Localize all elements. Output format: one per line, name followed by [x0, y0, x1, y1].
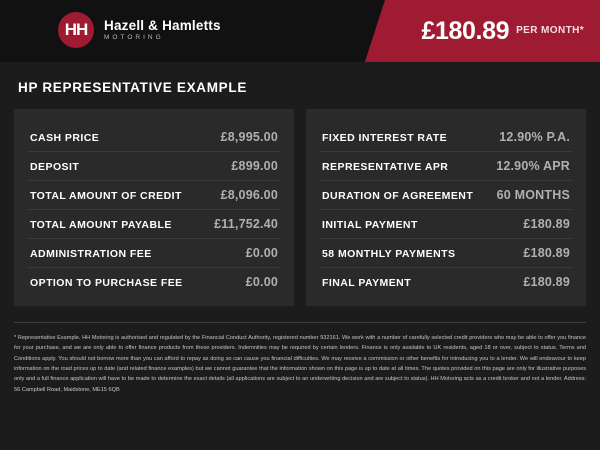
row-value: £180.89: [523, 246, 570, 260]
logo-mark-icon: HH: [58, 12, 94, 48]
row-value: 12.90% APR: [496, 159, 570, 173]
table-row: [28, 268, 280, 296]
row-value: £180.89: [523, 217, 570, 231]
table-row: [320, 181, 572, 210]
row-label: FIXED INTEREST RATE: [322, 132, 448, 144]
table-row: [28, 181, 280, 210]
row-value: £180.89: [523, 275, 570, 289]
page-title: HP REPRESENTATIVE EXAMPLE: [18, 80, 248, 95]
row-label: INITIAL PAYMENT: [322, 219, 418, 231]
table-row: [320, 152, 572, 181]
disclaimer-text: * Representative Example. HH Motoring is authorised and regulated by the Financial Conduct Authority, registered number 932161. We work with a number of carefully selected credit providers who may be able to offer you finance for your purchase, and we are only able to offer finance products from these providers. Indemnities may be required by certain lenders. Finance is only available to UK residents, aged 18 or over, subject to status. Terms and Conditions apply. You should not borrow more than you can afford to repay as doing so can cause you financial difficulties. We may receive a commission or other benefits for introducing you to a lender. We will endeavour to keep information on the road prices up to date (and related finance examples) but we cannot guarantee that the information shown on this page is up to date at all times. The quotes provided on this page are only for illustrative purposes only and a full finance application will have to be made to determine the exact details (all applications are subject to an underwriting decision and are subject to status). HH Motoring acts as a credit broker and not a lender. Address: 56 Campbell Road, Maidstone, ME15 6QB: [14, 322, 586, 395]
finance-panel-right: [306, 109, 586, 306]
row-value: £8,995.00: [220, 130, 278, 144]
page-header: [0, 0, 600, 62]
brand-subtitle: MOTORING: [104, 33, 164, 41]
monthly-price: £180.89: [421, 16, 510, 45]
brand-name: Hazell & Hamletts: [104, 17, 221, 33]
brand-logo[interactable]: [58, 12, 221, 48]
row-label: CASH PRICE: [30, 132, 100, 144]
price-period-label: PER MONTH*: [516, 24, 584, 36]
row-label: 58 MONTHLY PAYMENTS: [322, 248, 456, 260]
page-title-bar: [0, 62, 600, 109]
row-label: TOTAL AMOUNT PAYABLE: [30, 219, 172, 231]
row-label: FINAL PAYMENT: [322, 277, 412, 289]
row-value: £8,096.00: [220, 188, 278, 202]
row-label: DURATION OF AGREEMENT: [322, 190, 474, 202]
table-row: [28, 123, 280, 152]
finance-details: [0, 109, 600, 306]
row-value: 12.90% P.A.: [499, 130, 570, 144]
row-label: ADMINISTRATION FEE: [30, 248, 152, 260]
row-label: TOTAL AMOUNT OF CREDIT: [30, 190, 182, 202]
row-value: £11,752.40: [214, 217, 278, 231]
table-row: [320, 210, 572, 239]
table-row: [320, 123, 572, 152]
row-value: 60 MONTHS: [496, 188, 570, 202]
table-row: [28, 239, 280, 268]
table-row: [320, 268, 572, 296]
row-label: OPTION TO PURCHASE FEE: [30, 277, 183, 289]
row-value: £0.00: [245, 275, 278, 289]
price-banner: [422, 0, 584, 62]
brand-text: [104, 19, 221, 42]
row-label: DEPOSIT: [30, 161, 80, 173]
table-row: [28, 210, 280, 239]
table-row: [28, 152, 280, 181]
row-value: £0.00: [245, 246, 278, 260]
finance-panel-left: [14, 109, 294, 306]
table-row: [320, 239, 572, 268]
row-value: £899.00: [231, 159, 278, 173]
row-label: REPRESENTATIVE APR: [322, 161, 449, 173]
